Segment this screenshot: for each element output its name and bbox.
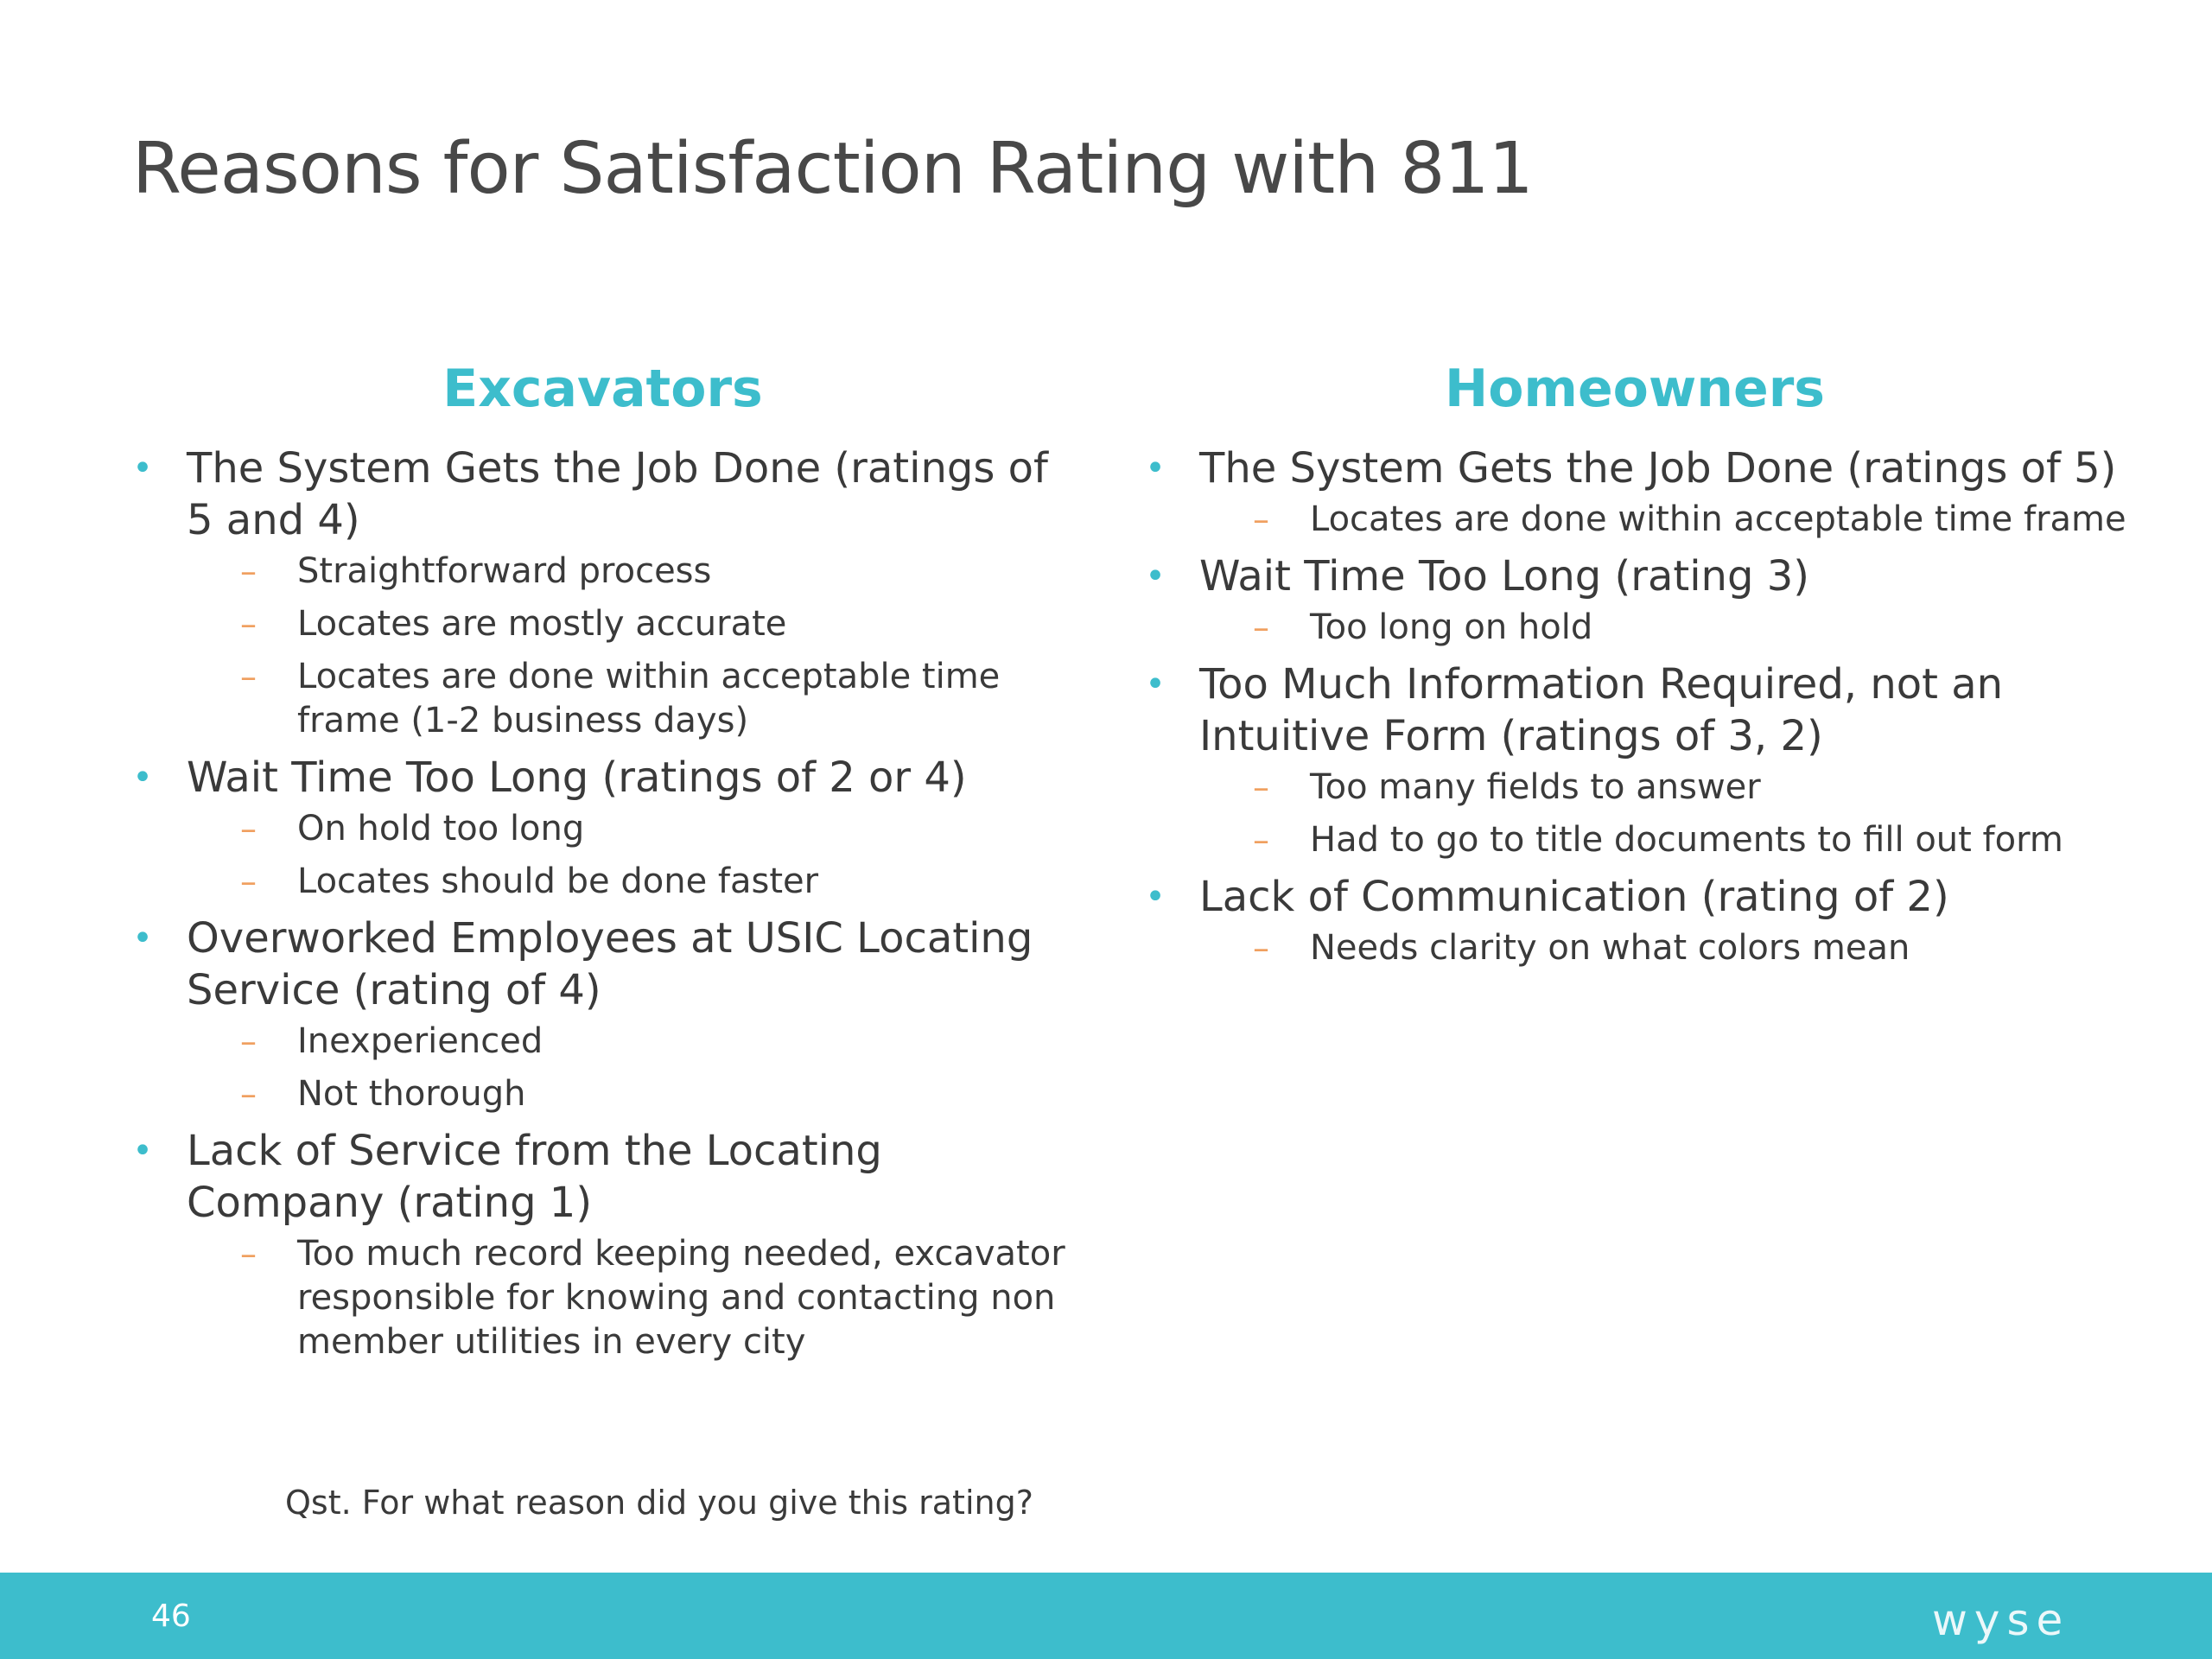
page-number: 46 [151, 1599, 191, 1634]
bullet-item [1142, 550, 2127, 650]
sub-bullet-text: On hold too long [297, 809, 585, 849]
dash-icon: – [240, 605, 257, 643]
bullet-dot-icon: • [1145, 448, 1166, 488]
dash-icon: – [240, 658, 257, 696]
bullet-dot-icon: • [132, 758, 153, 798]
bullet-item [1142, 658, 2127, 862]
sub-bullet-text: Too many fields to answer [1310, 767, 1761, 807]
sub-bullet-text: Locates are done within acceptable time frame (1-2 business days) [297, 657, 1001, 741]
bullet-item [130, 1125, 1076, 1364]
sub-bullet-list [1199, 498, 2127, 542]
sub-bullet-item [1199, 818, 2127, 862]
sub-bullet-text: Needs clarity on what colors mean [1310, 928, 1910, 968]
dash-icon: – [240, 1075, 257, 1113]
sub-bullet-text: Locates are done within acceptable time frame [1310, 499, 2126, 539]
bullet-dot-icon: • [1145, 877, 1166, 917]
excavators-list [130, 442, 1076, 1364]
bullet-dot-icon: • [132, 1131, 153, 1171]
bullet-item [1142, 871, 2127, 970]
sub-bullet-list [187, 550, 1076, 743]
dash-icon: – [240, 552, 257, 590]
sub-bullet-list [187, 1020, 1076, 1116]
bullet-text: Wait Time Too Long (rating 3) [1199, 552, 1809, 601]
sub-bullet-text: Inexperienced [297, 1021, 543, 1061]
dash-icon: – [1253, 768, 1269, 806]
sub-bullet-item [187, 1232, 1076, 1364]
sub-bullet-text: Too much record keeping needed, excavator responsible for knowing and contacting non member utilities in every city [297, 1234, 1065, 1362]
bullet-dot-icon: • [132, 918, 153, 958]
homeowners-list [1142, 442, 2127, 970]
bullet-text: Too Much Information Required, not an Intuitive Form (ratings of 3, 2) [1199, 660, 2004, 760]
bullet-text: Lack of Communication (rating of 2) [1199, 873, 1949, 921]
sub-bullet-list [1199, 926, 2127, 970]
bullet-text: Lack of Service from the Locating Company (rating 1) [187, 1127, 882, 1227]
excavators-heading: Excavators [442, 359, 763, 419]
sub-bullet-item [187, 1020, 1076, 1064]
bullet-item [130, 442, 1076, 743]
sub-bullet-item [1199, 498, 2127, 542]
sub-bullet-list [187, 807, 1076, 904]
homeowners-heading: Homeowners [1444, 359, 1825, 419]
excavators-column [130, 354, 1076, 1373]
sub-bullet-item [187, 602, 1076, 646]
dash-icon: – [1253, 821, 1269, 859]
sub-bullet-item [1199, 606, 2127, 650]
sub-bullet-text: Too long on hold [1310, 607, 1593, 647]
bullet-dot-icon: • [1145, 664, 1166, 704]
sub-bullet-text: Had to go to title documents to fill out form [1310, 820, 2063, 860]
dash-icon: – [1253, 500, 1269, 538]
bullet-text: The System Gets the Job Done (ratings of 5 and 4) [187, 444, 1048, 544]
brand-logo: wyse [1932, 1595, 2070, 1645]
sub-bullet-list [1199, 766, 2127, 862]
bullet-item [130, 912, 1076, 1116]
bullet-dot-icon: • [1145, 556, 1166, 596]
sub-bullet-item [187, 807, 1076, 851]
dash-icon: – [1253, 608, 1269, 646]
sub-bullet-item [1199, 926, 2127, 970]
bullet-text: The System Gets the Job Done (ratings of 5) [1199, 444, 2117, 493]
sub-bullet-list [1199, 606, 2127, 650]
dash-icon: – [240, 1235, 257, 1273]
sub-bullet-text: Locates are mostly accurate [297, 604, 787, 644]
bullet-item [1142, 442, 2127, 542]
sub-bullet-item [187, 655, 1076, 743]
sub-bullet-text: Not thorough [297, 1074, 526, 1114]
bullet-dot-icon: • [132, 448, 153, 488]
dash-icon: – [240, 862, 257, 900]
bullet-text: Overworked Employees at USIC Locating Service (rating of 4) [187, 914, 1033, 1014]
dash-icon: – [240, 810, 257, 848]
sub-bullet-item [1199, 766, 2127, 810]
bullet-text: Wait Time Too Long (ratings of 2 or 4) [187, 753, 967, 802]
sub-bullet-text: Locates should be done faster [297, 861, 819, 901]
sub-bullet-item [187, 1072, 1076, 1116]
sub-bullet-item [187, 860, 1076, 904]
bullet-item [130, 752, 1076, 904]
sub-bullet-item [187, 550, 1076, 594]
slide-title: Reasons for Satisfaction Rating with 811 [132, 128, 1533, 210]
dash-icon: – [240, 1022, 257, 1060]
homeowners-column [1142, 354, 2127, 979]
footer-bar [0, 1573, 2212, 1659]
sub-bullet-list [187, 1232, 1076, 1364]
survey-question: Qst. For what reason did you give this rating? [285, 1484, 1033, 1522]
sub-bullet-text: Straightforward process [297, 551, 712, 591]
dash-icon: – [1253, 929, 1269, 967]
